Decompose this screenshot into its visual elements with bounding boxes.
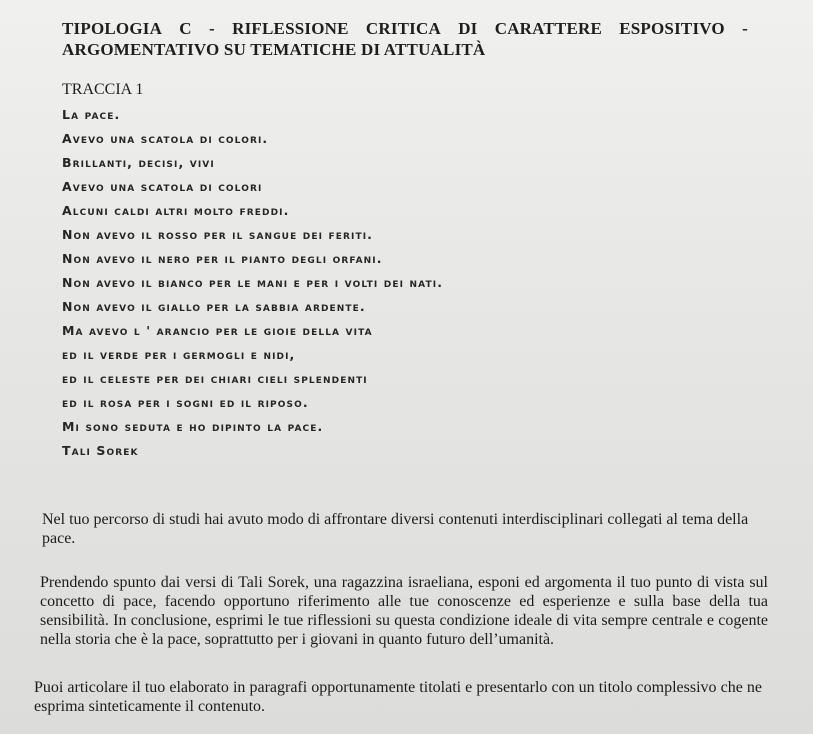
paragraph-structure: Puoi articolare il tuo elaborato in paragrafi opportunamente titolati e presentarlo con un titolo complessivo che ne esprima sinteticamente il contenuto. bbox=[34, 679, 762, 715]
poem-line: Non avevo il giallo per la sabbia ardente. bbox=[62, 299, 366, 314]
poem-line: Alcuni caldi altri molto freddi. bbox=[62, 203, 290, 218]
title-word: TIPOLOGIA bbox=[62, 19, 163, 38]
title-line-2: ARGOMENTATIVO SU TEMATICHE DI ATTUALITÀ bbox=[62, 40, 486, 59]
poem-author: Tali Sorek bbox=[62, 443, 139, 458]
poem-line: Non avevo il rosso per il sangue dei feriti. bbox=[62, 227, 374, 242]
title-word: CARATTERE bbox=[494, 19, 602, 38]
title-word: - bbox=[742, 19, 748, 38]
poem bbox=[62, 103, 443, 463]
document-title bbox=[62, 18, 762, 60]
title-word: - bbox=[209, 19, 215, 38]
traccia-heading: TRACCIA 1 bbox=[62, 81, 144, 98]
poem-line: Non avevo il bianco per le mani e per i volti dei nati. bbox=[62, 275, 444, 290]
title-word: RIFLESSIONE bbox=[232, 19, 349, 38]
poem-line: ed il verde per i germogli e nidi, bbox=[62, 347, 296, 362]
paragraph-intro: Nel tuo percorso di studi hai avuto modo di affrontare diversi contenuti interdisciplinari collegati al tema della pace. bbox=[42, 511, 749, 547]
poem-line: Avevo una scatola di colori. bbox=[62, 131, 269, 146]
poem-line: ed il rosa per i sogni ed il riposo. bbox=[62, 395, 309, 410]
poem-line: Non avevo il nero per il pianto degli orfani. bbox=[62, 251, 383, 266]
poem-line: La pace. bbox=[62, 107, 121, 122]
poem-line: Mi sono seduta e ho dipinto la pace. bbox=[62, 419, 324, 434]
title-word: DI bbox=[458, 19, 478, 38]
poem-line: Avevo una scatola di colori bbox=[62, 179, 263, 194]
poem-line: Brillanti, decisi, vivi bbox=[62, 155, 215, 170]
paragraph-instructions: Prendendo spunto dai versi di Tali Sorek, una ragazzina israeliana, esponi ed argomenta il tuo punto di vista sul concetto di pace, facendo opportuno riferimento alle tue conoscenze ed esperienze e sulla base della tua sensibilità. In conclusione, esprimi le tue riflessioni su questa condizione ideale di vita sempre centrale e cogente nella storia che è la pace, soprattutto per i giovani in quanto futuro dell’umanità. bbox=[40, 574, 768, 648]
poem-line: ed il celeste per dei chiari cieli splendenti bbox=[62, 371, 368, 386]
poem-line: Ma avevo l ' arancio per le gioie della vita bbox=[62, 323, 373, 338]
title-word: C bbox=[179, 19, 192, 38]
title-line-1 bbox=[62, 18, 748, 39]
title-word: CRITICA bbox=[365, 19, 441, 38]
title-word: ESPOSITIVO bbox=[619, 19, 725, 38]
